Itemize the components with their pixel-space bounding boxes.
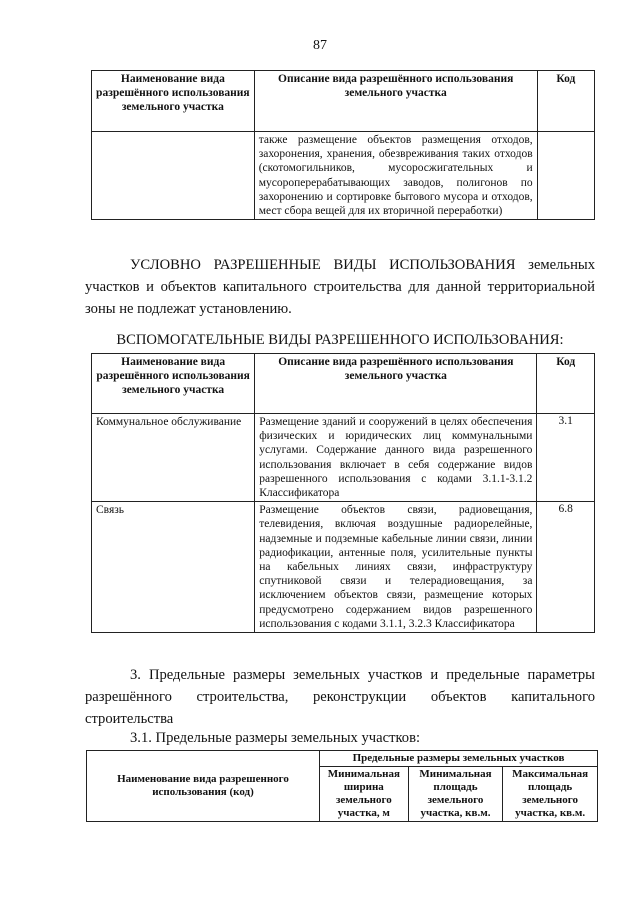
row-code (537, 132, 594, 220)
header-name: Наименование вида разрешённого использования земельного участка (92, 71, 255, 132)
row-name: Коммунальное обслуживание (92, 414, 255, 502)
row-description: Размещение зданий и сооружений в целях обеспечения физических и юридических лиц коммунальными услугами. Содержание данного вида разрешенного использования включает в себя содержание видов разрешенного использования с кодами 3.1.1-3.1.2 Классификатора (255, 414, 537, 502)
header-min-area: Минимальная площадь земельного участка, кв.м. (408, 767, 503, 822)
conditional-uses-paragraph: УСЛОВНО РАЗРЕШЕННЫЕ ВИДЫ ИСПОЛЬЗОВАНИЯ земельных участков и объектов капитального строительства для данной территориальной зоны не подлежат установлению. (85, 257, 595, 317)
table-row (92, 414, 595, 502)
auxiliary-uses-heading: ВСПОМОГАТЕЛЬНЫЕ ВИДЫ РАЗРЕШЕННОГО ИСПОЛЬЗОВАНИЯ: (116, 332, 564, 348)
header-min-width: Минимальная ширина земельного участка, м (319, 767, 408, 822)
section-3-1-title: 3.1. Предельные размеры земельных участков: (130, 730, 421, 746)
header-code: Код (537, 354, 595, 414)
row-description: также размещение объектов размещения отходов, захоронения, хранения, обезвреживания таких отходов (скотомогильников, мусоросжигательных и мусороперерабатывающих заводов, полигонов по захоронению и сортировке бытового мусора и отходов, мест сбора вещей для их вторичной переработки) (254, 132, 537, 220)
row-code: 3.1 (537, 414, 595, 502)
header-code: Код (537, 71, 594, 132)
header-name: Наименование вида разрешённого использования земельного участка (92, 354, 255, 414)
row-name (92, 132, 255, 220)
plot-sizes-table (86, 750, 598, 822)
page-number: 87 (313, 38, 327, 53)
table-row (92, 502, 595, 633)
auxiliary-uses-table (91, 353, 595, 633)
header-max-area: Максимальная площадь земельного участка, кв.м. (503, 767, 598, 822)
section-3-paragraph: 3. Предельные размеры земельных участков и предельные параметры разрешённого строительства, реконструкции объектов капитального строительства (85, 667, 595, 727)
row-code: 6.8 (537, 502, 595, 633)
header-description: Описание вида разрешённого использования земельного участка (255, 354, 537, 414)
header-limits-group: Предельные размеры земельных участков (319, 751, 597, 767)
header-use-name: Наименование вида разрешенного использования (код) (87, 751, 320, 822)
permitted-use-table-continued (91, 70, 595, 220)
row-name: Связь (92, 502, 255, 633)
row-description: Размещение объектов связи, радиовещания, телевидения, включая воздушные радиорелейные, надземные и подземные кабельные линии связи, линии радиофикации, антенные поля, усилительные пункты на кабельных линиях связи, инфраструктуру спутниковой связи и телерадиовещания, за исключением объектов связи, размещение которых предусмотрено содержанием видов разрешенного использования с кодами 3.1.1, 3.2.3 Классификатора (255, 502, 537, 633)
header-description: Описание вида разрешённого использования земельного участка (254, 71, 537, 132)
